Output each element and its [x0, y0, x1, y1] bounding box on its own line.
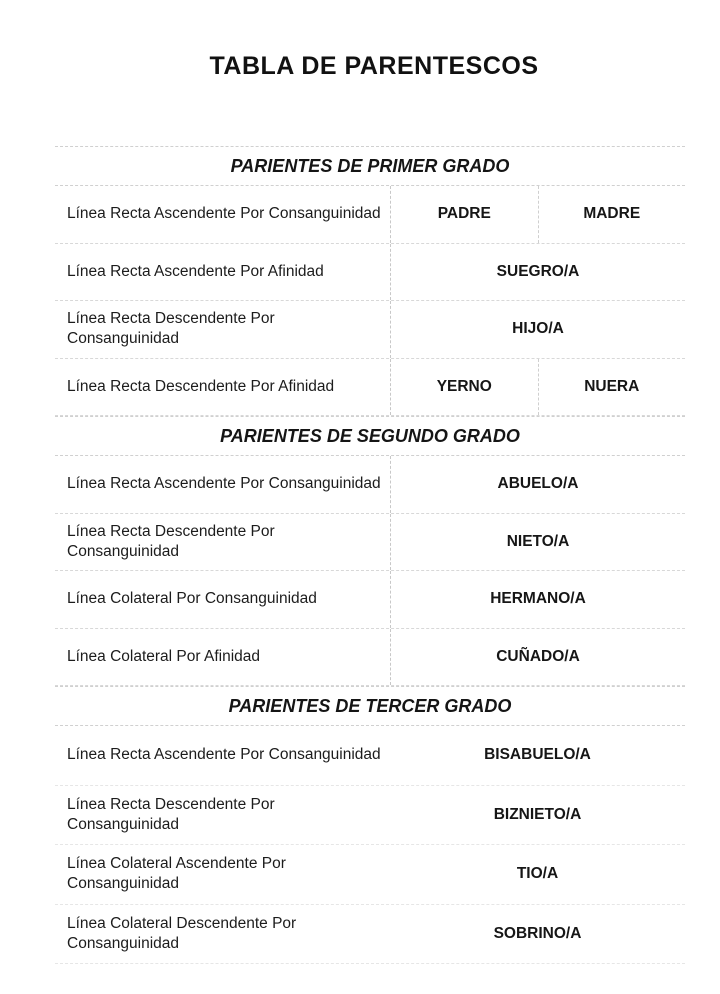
relative-cell: BISABUELO/A — [484, 746, 591, 764]
row-values — [390, 456, 685, 513]
row-values — [390, 629, 685, 686]
row-label: Línea Recta Ascendente Por Consanguinidad — [67, 205, 381, 223]
row-values — [390, 845, 685, 904]
row-label: Línea Recta Descendente Por Afinidad — [67, 377, 335, 395]
row-label: Línea Recta Ascendente Por Afinidad — [67, 262, 324, 280]
table-row — [55, 845, 685, 905]
row-label: Línea Recta Descendente Por Consanguinidad — [67, 795, 275, 833]
relative-cell: NIETO/A — [506, 532, 570, 550]
row-values — [390, 186, 685, 243]
row-label: Línea Colateral Descendente Por Consanguinidad — [67, 914, 297, 952]
row-values — [390, 571, 685, 628]
row-label: Línea Recta Ascendente Por Consanguinidad — [67, 475, 381, 493]
relative-cell: PADRE — [437, 205, 491, 223]
relative-cell: TIO/A — [516, 865, 559, 883]
row-label: Línea Colateral Por Consanguinidad — [67, 590, 317, 608]
section-heading-first-degree: PARIENTES DE PRIMER GRADO — [55, 146, 685, 186]
relative-cell: SOBRINO/A — [493, 924, 582, 942]
row-label: Línea Recta Ascendente Por Consanguinidad — [67, 746, 381, 764]
table-row — [55, 726, 685, 786]
row-values — [390, 514, 685, 571]
row-label: Línea Recta Descendente Por Consanguinidad — [67, 522, 275, 560]
row-values — [390, 301, 685, 358]
row-values — [390, 905, 685, 964]
row-values — [390, 359, 685, 416]
relative-cell: ABUELO/A — [497, 475, 579, 493]
relative-cell: YERNO — [436, 377, 492, 395]
table-row — [55, 244, 685, 302]
relative-cell: HERMANO/A — [490, 590, 586, 608]
table-row — [55, 301, 685, 359]
relative-cell: CUÑADO/A — [496, 647, 580, 665]
relative-cell: SUEGRO/A — [496, 262, 580, 280]
kinship-table — [55, 146, 685, 964]
row-values — [390, 786, 685, 845]
relative-cell: MADRE — [538, 186, 686, 243]
table-row — [55, 786, 685, 846]
table-row — [55, 359, 685, 417]
page-title: TABLA DE PARENTESCOS — [209, 52, 539, 80]
table-row — [55, 629, 685, 687]
table-row — [55, 905, 685, 965]
row-values — [390, 244, 685, 301]
table-row — [55, 186, 685, 244]
section-heading-second-degree: PARIENTES DE SEGUNDO GRADO — [55, 416, 685, 456]
row-label: Línea Colateral Por Afinidad — [67, 647, 261, 665]
table-row — [55, 571, 685, 629]
relative-cell: BIZNIETO/A — [493, 805, 582, 823]
table-row — [55, 514, 685, 572]
row-values — [390, 726, 685, 785]
relative-cell: HIJO/A — [512, 320, 564, 338]
section-heading-third-degree: PARIENTES DE TERCER GRADO — [55, 686, 685, 726]
table-row — [55, 456, 685, 514]
row-label: Línea Colateral Ascendente Por Consanguinidad — [67, 855, 286, 893]
relative-cell: NUERA — [538, 359, 686, 416]
row-label: Línea Recta Descendente Por Consanguinidad — [67, 310, 275, 348]
